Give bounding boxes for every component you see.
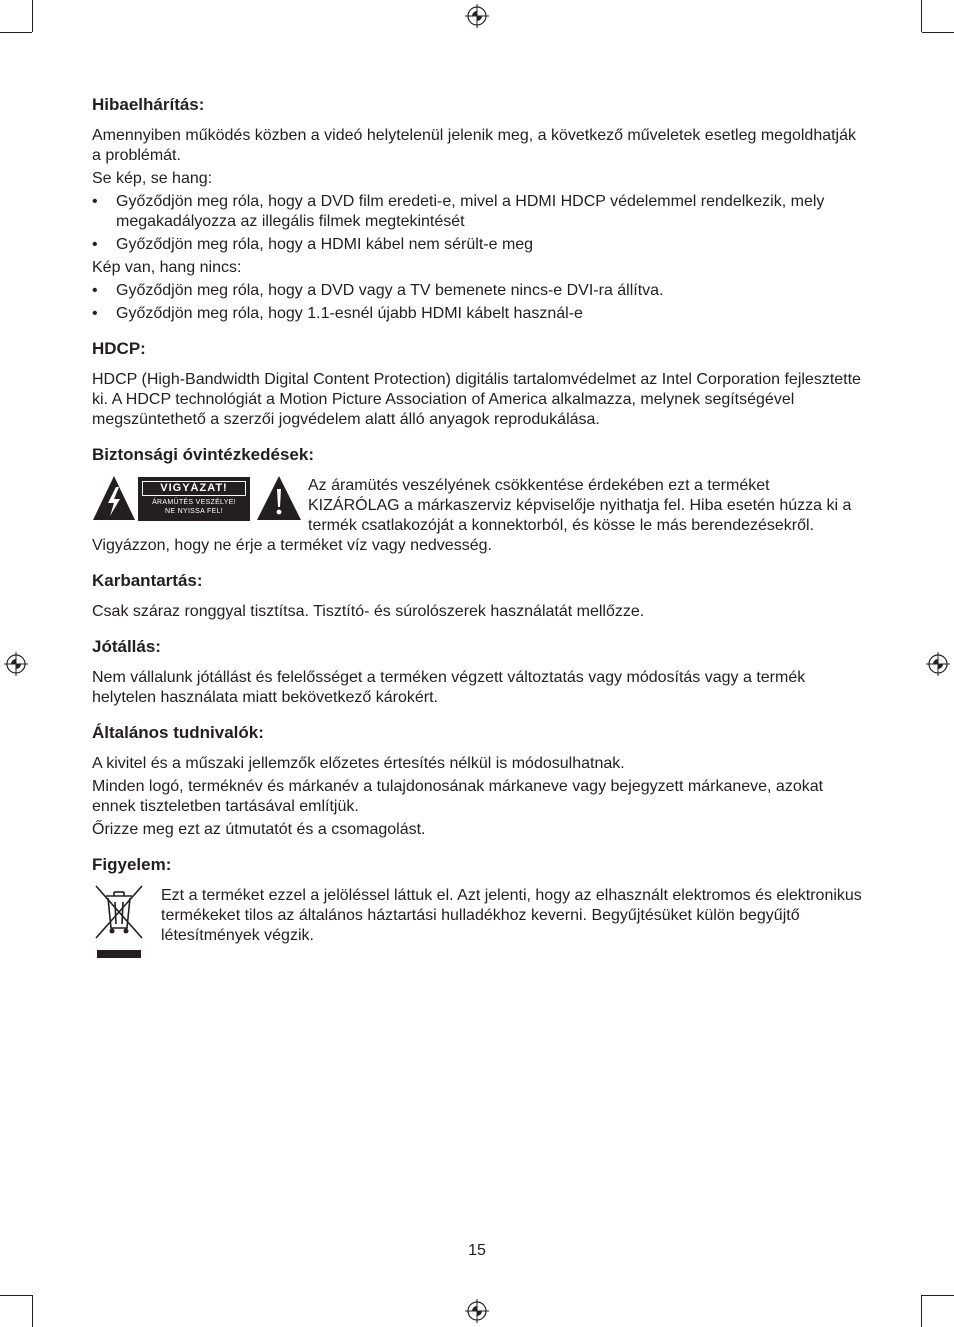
case-picture-no-sound-label: Kép van, hang nincs:	[92, 259, 242, 276]
troubleshooting-heading: Hibaelhárítás:	[92, 95, 205, 114]
page-number: 15	[468, 1242, 486, 1259]
maintenance-text: Csak száraz ronggyal tisztítsa. Tisztító- és súrolószerek használatát mellőzze.	[92, 603, 645, 620]
list-item	[92, 281, 862, 301]
warranty-heading: Jótállás:	[92, 637, 161, 656]
page-content	[92, 94, 862, 976]
registration-mark-icon	[465, 4, 489, 28]
crop-mark-top-left-h	[0, 32, 32, 33]
list-item-text: Győződjön meg róla, hogy 1.1-esnél újabb HDMI kábelt használ-e	[116, 305, 583, 322]
general-info-heading: Általános tudnivalók:	[92, 723, 264, 742]
crop-mark-bottom-right-v	[921, 1295, 922, 1327]
crop-mark-top-right-v	[921, 0, 922, 32]
caution-line-1: ÁRAMÜTÉS VESZÉLYE!	[152, 499, 236, 506]
list-item	[92, 192, 862, 232]
safety-row	[92, 476, 862, 556]
caution-title: VIGYÁZAT!	[142, 481, 246, 496]
registration-mark-icon	[465, 1299, 489, 1323]
bullet: •	[92, 305, 98, 322]
registration-mark-icon	[4, 652, 28, 676]
case-no-picture-no-sound-list	[92, 192, 862, 255]
hdcp-section	[92, 338, 862, 430]
case-picture-no-sound-list	[92, 281, 862, 324]
bullet: •	[92, 282, 98, 299]
safety-section	[92, 444, 862, 556]
general-info-line: A kivitel és a műszaki jellemzők előzetes értesítés nélkül is módosulhatnak.	[92, 755, 625, 772]
list-item-text: Győződjön meg róla, hogy a DVD film eredeti-e, mivel a HDMI HDCP védelemmel rendelkezik, mely megakadályozza az illegális filmek megtekintését	[116, 193, 825, 230]
hdcp-text: HDCP (High-Bandwidth Digital Content Protection) digitális tartalomvédelmet az Intel Corporation fejlesztette ki. A HDCP technológiát a Motion Picture Association of America alkalmazza, melynek segítségével megszüntethető a szerzői jogvédelem alatt álló anyagok reprodukálása.	[92, 371, 861, 428]
list-item	[92, 235, 862, 255]
warranty-section	[92, 636, 862, 708]
caution-label-graphic	[92, 475, 302, 527]
safety-text: Az áramütés veszélyének csökkentése érdekében ezt a terméket KIZÁRÓLAG a márkaszerviz képviselője nyithatja fel. Hiba esetén húzza ki a termék csatlakozóját a konnektorból, és kösse le más berendezésekről. Vigyázzon, hogy ne érje a terméket víz vagy nedvesség.	[92, 477, 852, 554]
caution-line-2: NE NYISSA FEL!	[165, 508, 223, 515]
weee-bar	[97, 950, 141, 958]
list-item	[92, 304, 862, 324]
general-info-line: Minden logó, terméknév és márkanév a tulajdonosának márkaneve vagy bejegyzett márkaneve, azokat ennek tiszteletben tartásával említjük.	[92, 778, 824, 815]
crop-mark-top-right-h	[922, 32, 954, 33]
troubleshooting-intro: Amennyiben működés közben a videó helytelenül jelenik meg, a következő műveletek esetleg megoldhatják a problémát.	[92, 127, 857, 164]
maintenance-section	[92, 570, 862, 622]
crop-mark-bottom-left-h	[0, 1295, 32, 1296]
case-no-picture-no-sound-label: Se kép, se hang:	[92, 170, 213, 187]
list-item-text: Győződjön meg róla, hogy a HDMI kábel nem sérült-e meg	[116, 236, 534, 253]
attention-section	[92, 854, 862, 962]
maintenance-heading: Karbantartás:	[92, 571, 203, 590]
safety-heading: Biztonsági óvintézkedések:	[92, 445, 315, 464]
general-info-line: Őrizze meg ezt az útmutatót és a csomagolást.	[92, 821, 426, 838]
crop-mark-bottom-left-v	[32, 1295, 33, 1327]
warranty-text: Nem vállalunk jótállást és felelősséget a terméken végzett változtatás vagy módosítás vagy a termék helytelen használata miatt bekövetkező károkért.	[92, 669, 806, 706]
attention-heading: Figyelem:	[92, 855, 172, 874]
lightning-triangle-icon	[92, 475, 136, 521]
attention-text: Ezt a terméket ezzel a jelöléssel láttuk el. Azt jelenti, hogy az elhasznált elektromos és elektronikus termékeket tilos az általános háztartási hulladékhoz keverni. Begyűjtésüket külön begyűjtő létesítmények végzik.	[161, 887, 862, 944]
caution-box	[138, 477, 250, 521]
crossed-out-bin-icon	[92, 882, 152, 962]
crop-mark-bottom-right-h	[922, 1295, 954, 1296]
troubleshooting-section	[92, 94, 862, 324]
general-info-section	[92, 722, 862, 840]
bullet: •	[92, 236, 98, 253]
hdcp-heading: HDCP:	[92, 339, 146, 358]
crop-mark-top-left-v	[32, 0, 33, 32]
bullet: •	[92, 193, 98, 210]
exclamation-triangle-icon	[256, 475, 302, 521]
crossed-out-bin-drawing	[92, 882, 148, 946]
registration-mark-icon	[926, 652, 950, 676]
list-item-text: Győződjön meg róla, hogy a DVD vagy a TV bemenete nincs-e DVI-ra állítva.	[116, 282, 664, 299]
